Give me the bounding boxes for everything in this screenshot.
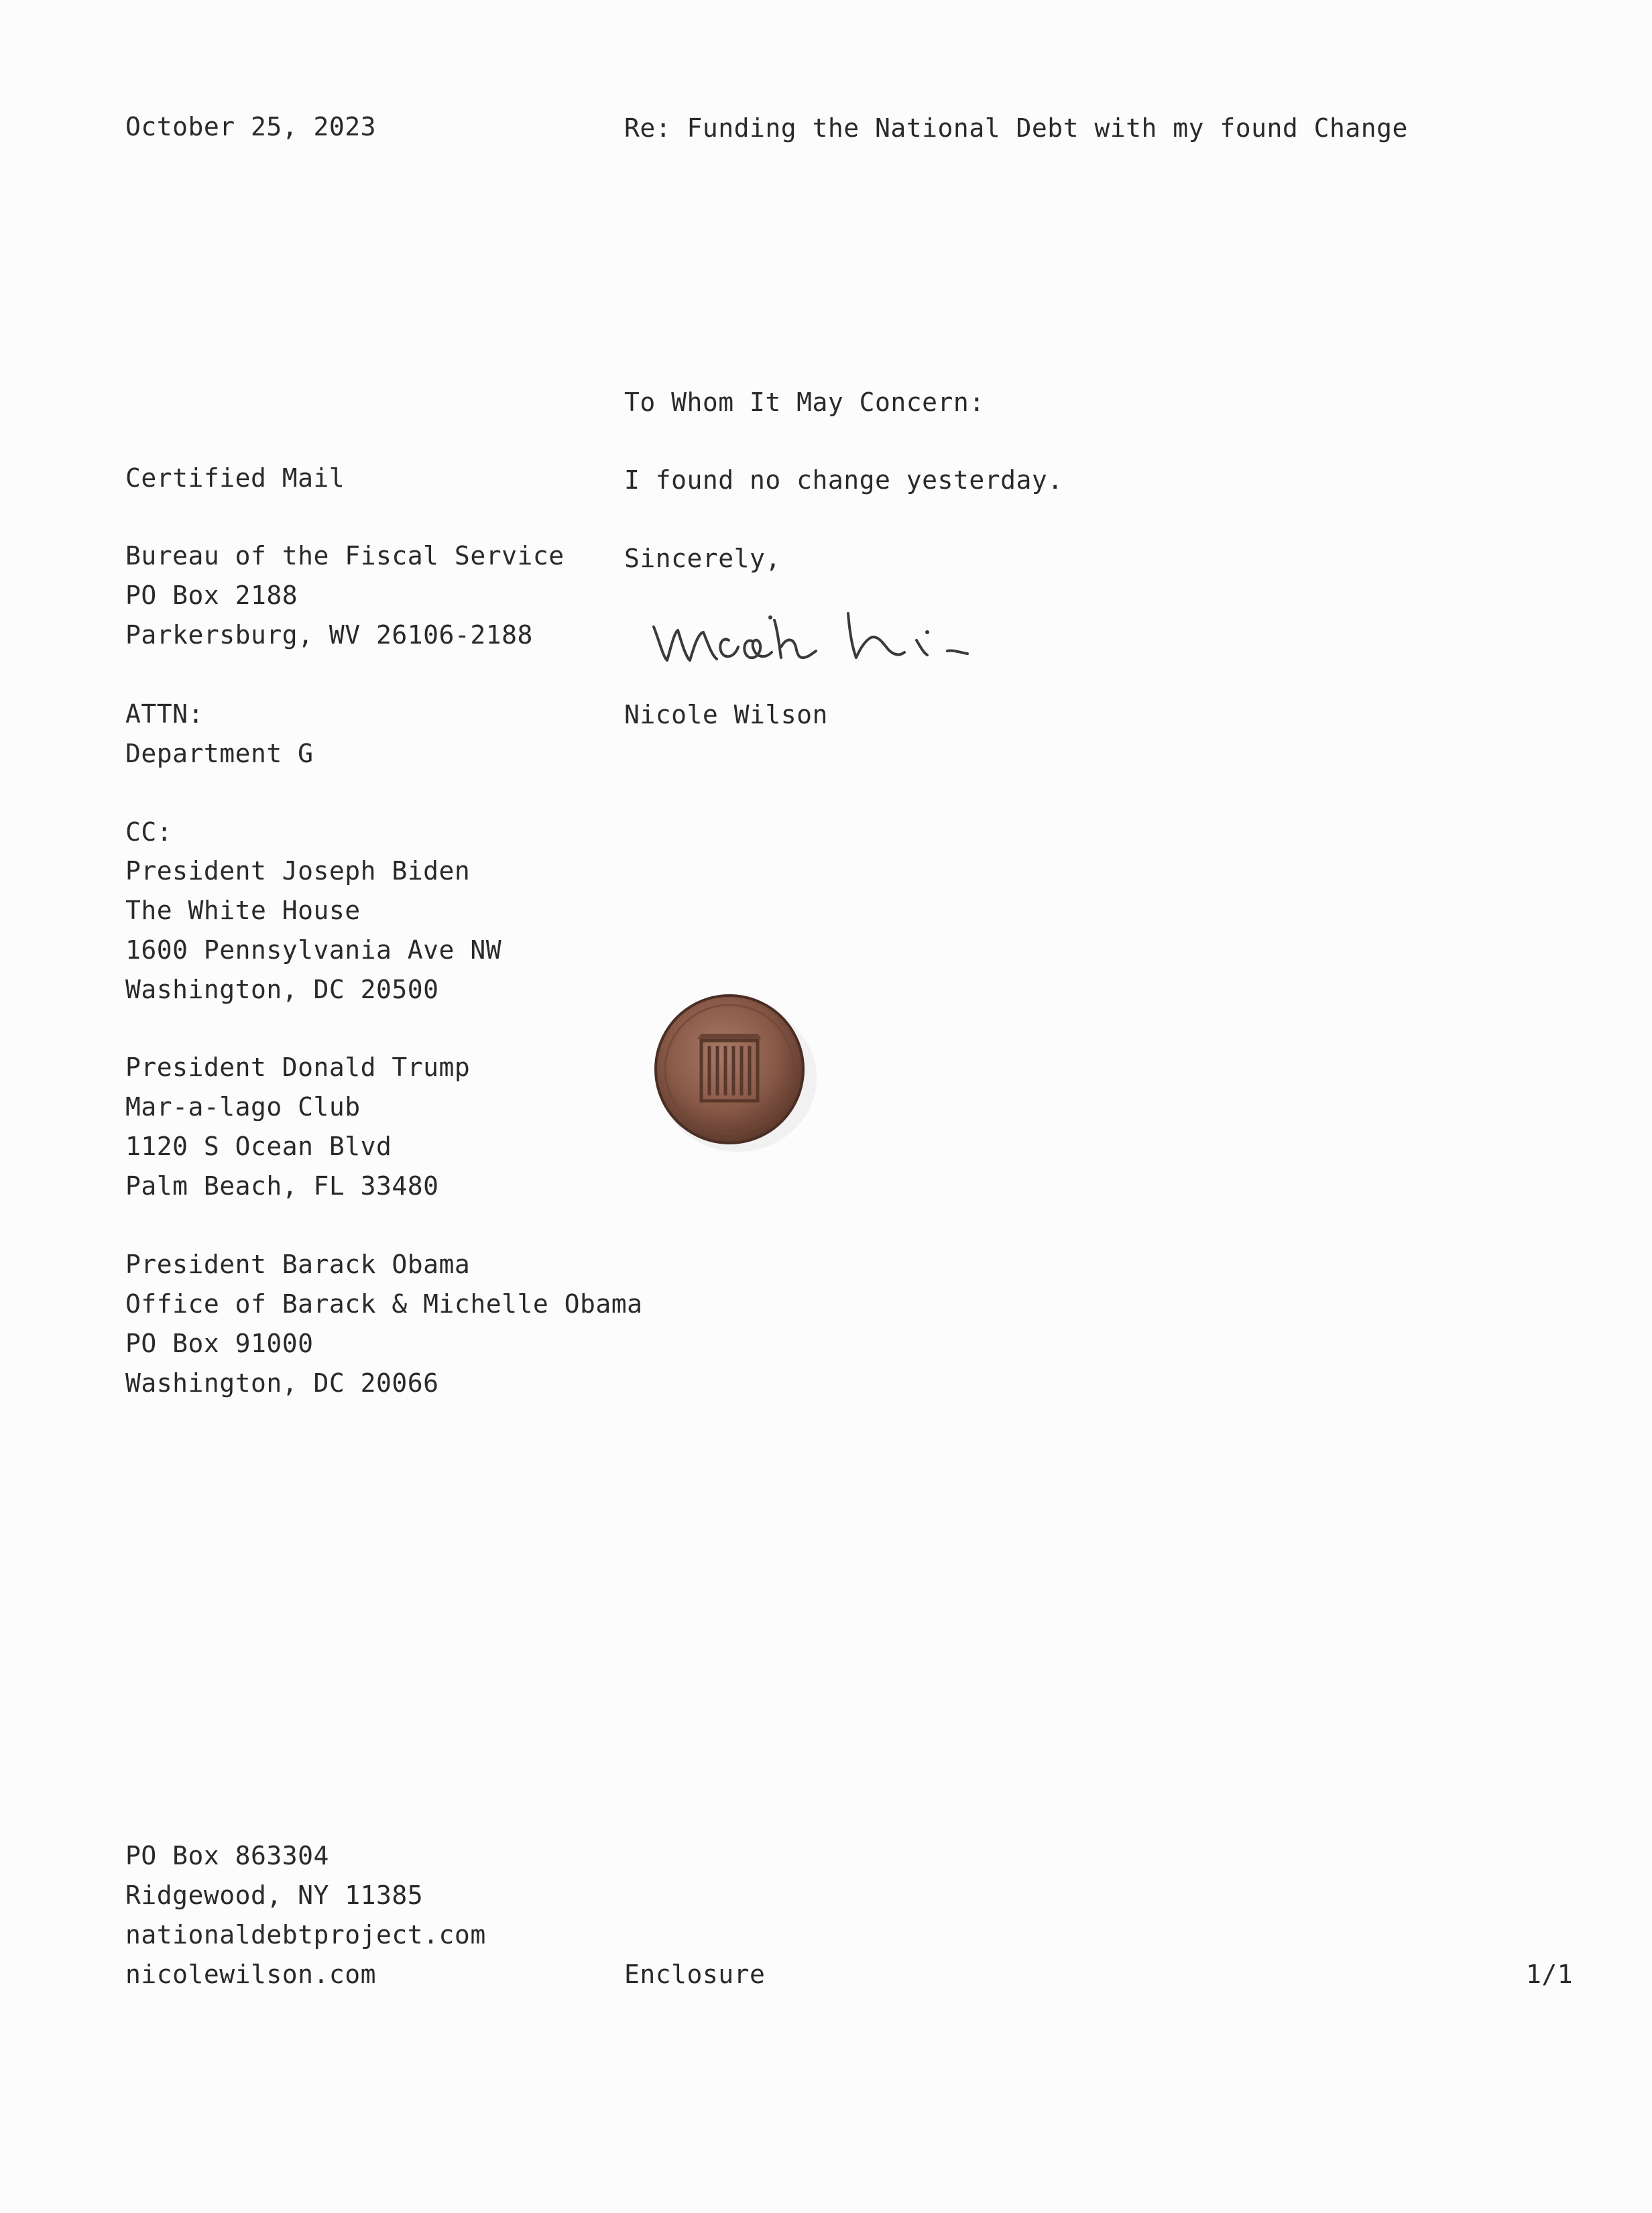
- cc-address: [125, 851, 501, 1010]
- sender-name: Nicole Wilson: [624, 700, 828, 729]
- penny-image: [644, 979, 825, 1160]
- address-line: President Barack Obama: [125, 1250, 471, 1279]
- address-line: The White House: [125, 896, 361, 925]
- cc-address: [125, 1048, 470, 1206]
- page-number: 1/1: [1526, 1960, 1574, 1989]
- cc-address: [125, 1245, 642, 1403]
- letter-subject: Re: Funding the National Debt with my found Change: [624, 113, 1408, 143]
- delivery-method: Certified Mail: [125, 463, 345, 493]
- footer-address: [125, 1836, 486, 1994]
- address-line: Palm Beach, FL 33480: [125, 1171, 439, 1201]
- attn-label: ATTN:: [125, 699, 204, 729]
- salutation: To Whom It May Concern:: [624, 387, 985, 417]
- body-text: I found no change yesterday.: [624, 465, 1063, 495]
- recipient-address: [125, 536, 565, 655]
- enclosure-label: Enclosure: [624, 1960, 766, 1989]
- cc-label: CC:: [125, 817, 173, 847]
- address-line: Mar-a-lago Club: [125, 1092, 361, 1122]
- footer-line: nationaldebtproject.com: [125, 1920, 486, 1950]
- footer-line: Ridgewood, NY 11385: [125, 1880, 424, 1910]
- address-line: Office of Barack & Michelle Obama: [125, 1289, 643, 1319]
- address-line: Parkersburg, WV 26106-2188: [125, 620, 533, 650]
- letter-date: October 25, 2023: [125, 112, 377, 141]
- address-line: PO Box 91000: [125, 1329, 314, 1358]
- handwritten-signature: [647, 593, 982, 680]
- footer-line: nicolewilson.com: [125, 1960, 377, 1989]
- address-line: Washington, DC 20500: [125, 975, 439, 1004]
- address-line: 1120 S Ocean Blvd: [125, 1132, 392, 1161]
- address-line: President Donald Trump: [125, 1053, 471, 1082]
- attention-block: [125, 695, 314, 774]
- address-line: PO Box 2188: [125, 581, 298, 610]
- closing: Sincerely,: [624, 544, 781, 573]
- address-line: President Joseph Biden: [125, 856, 471, 886]
- address-line: Washington, DC 20066: [125, 1368, 439, 1398]
- footer-line: PO Box 863304: [125, 1841, 329, 1870]
- address-line: 1600 Pennsylvania Ave NW: [125, 935, 502, 965]
- address-line: Bureau of the Fiscal Service: [125, 541, 565, 571]
- attn-department: Department G: [125, 739, 314, 768]
